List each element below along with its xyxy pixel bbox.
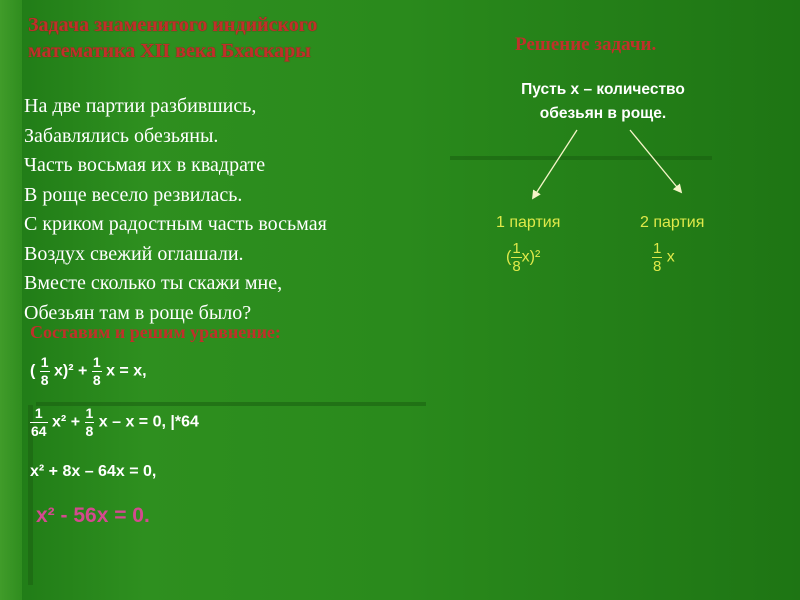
party2-expression-tail: х [666,248,675,266]
party2-expression [652,240,675,275]
poem-line: На две партии разбившись, [24,95,257,117]
fraction [92,354,102,389]
problem-title-line2: математика XII века Бхаскары [28,40,311,62]
poem-line: Забавлялись обезьяны. [24,124,219,147]
arrow-to-party2 [630,130,681,192]
fraction-numerator: 1 [30,405,48,423]
arrow-to-party1 [533,130,577,198]
fraction [652,240,662,275]
equation-final: х² - 56х = 0. [36,504,150,527]
fraction-denominator: 8 [40,372,49,388]
poem-line: Часть восьмая их в квадрате [24,154,266,176]
poem-line: С криком радостным часть восьмая [24,213,327,235]
eq1-end: х = х, [106,362,147,380]
fraction-denominator: 64 [31,423,47,439]
fraction-numerator: 1 [653,240,662,257]
eq2-middle: х² + [52,413,81,431]
fraction [511,240,521,275]
party1-label: 1 партия [496,214,561,231]
party2-label: 2 партия [640,214,705,231]
eq2-end: х – х = 0, |*64 [98,413,199,431]
poem-line: В роще весело резвилась. [24,183,243,206]
solution-title: Решение задачи. [515,34,657,55]
eq1-middle: х)² + [54,362,88,380]
equation-2 [30,405,199,440]
fraction-denominator: 8 [92,372,101,388]
problem-title-line1: Задача знаменитого индийского [28,14,318,36]
fraction-denominator: 8 [653,258,662,275]
poem-line: Обезьян там в роще было? [24,301,252,324]
party1-open-paren: ( [506,248,512,266]
eq1-open-paren: ( [30,362,36,380]
fraction-numerator: 1 [92,354,101,370]
let-statement-line2: обезьян в роще. [539,105,667,122]
fraction-numerator: 1 [40,354,49,370]
fraction [85,405,95,440]
party1-expression-tail: х)² [521,248,541,266]
fraction [40,354,50,389]
equation-3: х² + 8х – 64х = 0, [30,463,157,480]
poem-line: Воздух свежий оглашали. [24,242,244,265]
fraction [30,405,48,440]
fraction-numerator: 1 [85,405,94,421]
poem-line: Вместе сколько ты скажи мне, [24,272,283,294]
equation-heading: Составим и решим уравнение: [30,322,281,342]
fraction-denominator: 8 [512,258,521,275]
party1-expression [506,240,540,275]
fraction-numerator: 1 [512,240,521,257]
let-statement-line1: Пусть х – количество [521,81,685,98]
fraction-denominator: 8 [85,423,94,439]
equation-1 [30,354,147,389]
